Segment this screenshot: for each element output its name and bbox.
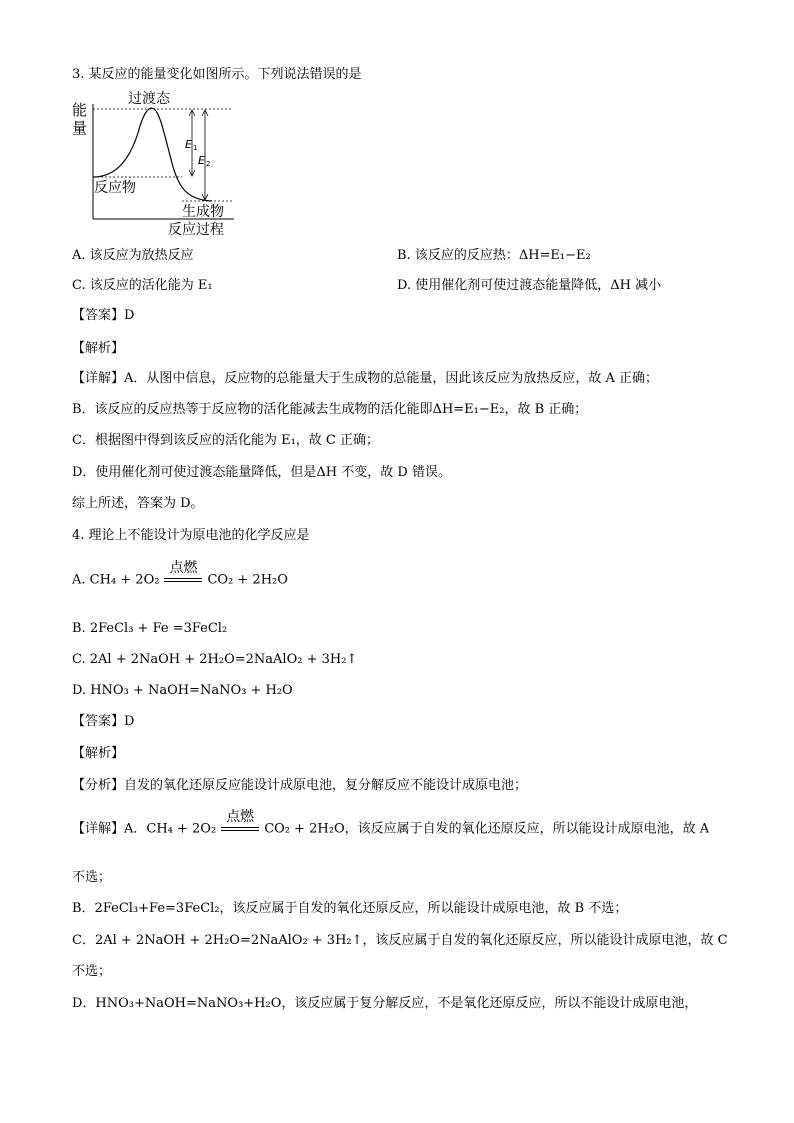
transition-label: 过渡态 [128, 91, 170, 107]
q3-answer: 【答案】D [72, 308, 135, 323]
q4-option-c: C. 2Al + 2NaOH + 2H₂O=2NaAlO₂ + 3H₂↑ [72, 652, 358, 667]
q4-detail-a [72, 809, 710, 840]
q4-detail-d: D．HNO₃+NaOH=NaNO₃+H₂O，该反应属于复分解反应，不是氧化还原反应，所以不能设计成原电池， [72, 996, 698, 1011]
ignition-arrow [162, 560, 204, 590]
q4-detail-a-cont: 不选； [72, 870, 112, 885]
q4-detail-b: B．2FeCl₃+Fe=3FeCl₂，该反应属于自发的氧化还原反应，所以能设计成原电池，故 B 不选； [72, 901, 628, 916]
y-label-top: 能 [72, 101, 88, 119]
reactant-label: 反应物 [94, 180, 136, 196]
product-label: 生成物 [182, 204, 224, 220]
ignition-arrow-2 [219, 809, 261, 839]
q3-option-d: D. 使用催化剂可使过渡态能量降低，ΔH 减小 [397, 278, 662, 293]
q3-option-b: B. 该反应的反应热：ΔH=E₁−E₂ [397, 248, 591, 263]
q3-detail-d: D．使用催化剂可使过渡态能量降低，但是ΔH 不变，故 D 错误。 [72, 465, 451, 480]
q4-option-a-reactants: A. CH₄ + 2O₂ [72, 572, 160, 588]
x-axis-label: 反应过程 [168, 222, 224, 238]
q4-fenxi: 【分析】自发的氧化还原反应能设计成原电池，复分解反应不能设计成原电池； [72, 778, 528, 793]
ignition-condition: 点燃 [169, 560, 198, 576]
q3-analysis-heading: 【解析】 [72, 341, 125, 356]
q4-option-a [72, 560, 288, 591]
e2-label: E [198, 154, 205, 167]
q3-stem: 3. 某反应的能量变化如图所示。下列说法错误的是 [72, 67, 362, 82]
q4-option-d: D. HNO₃ + NaOH=NaNO₃ + H₂O [72, 683, 293, 698]
e2-sub: 2 [206, 160, 211, 168]
ignition-condition-2: 点燃 [226, 809, 255, 825]
q4-detail-c: C．2Al + 2NaOH + 2H₂O=2NaAlO₂ + 3H₂↑，该反应属于自发的氧化还原反应，所以能设计成原电池，故 C [72, 933, 728, 948]
q4-option-b: B. 2FeCl₃ + Fe =3FeCl₂ [72, 621, 228, 636]
q4-option-a-products: CO₂ + 2H₂O [207, 572, 288, 588]
q4-analysis-heading: 【解析】 [72, 746, 125, 761]
q4-detail-a-reactants: 【详解】A．CH₄ + 2O₂ [72, 821, 217, 837]
q3-detail-c: C．根据图中得到该反应的活化能为 E₁，故 C 正确； [72, 433, 379, 448]
y-label-bottom: 量 [72, 119, 88, 137]
q3-option-c: C. 该反应的活化能为 E₁ [72, 278, 213, 293]
q4-answer: 【答案】D [72, 714, 135, 729]
q4-detail-c-cont: 不选； [72, 964, 112, 979]
q3-option-a: A. 该反应为放热反应 [72, 248, 194, 263]
q4-detail-a-rest: CO₂ + 2H₂O，该反应属于自发的氧化还原反应，所以能设计成原电池，故 A [264, 821, 710, 837]
q3-detail-a: 【详解】A．从图中信息，反应物的总能量大于生成物的总能量，因此该反应为放热反应，故 A 正确； [72, 371, 659, 386]
q3-detail-b: B．该反应的反应热等于反应物的活化能减去生成物的活化能即ΔH=E₁−E₂，故 B 正确； [72, 402, 588, 417]
energy-diagram [72, 88, 242, 238]
e1-sub: 1 [193, 144, 198, 152]
e1-label: E [185, 138, 192, 151]
q4-stem: 4. 理论上不能设计为原电池的化学反应是 [72, 528, 310, 543]
q3-summary: 综上所述，答案为 D。 [72, 496, 204, 511]
